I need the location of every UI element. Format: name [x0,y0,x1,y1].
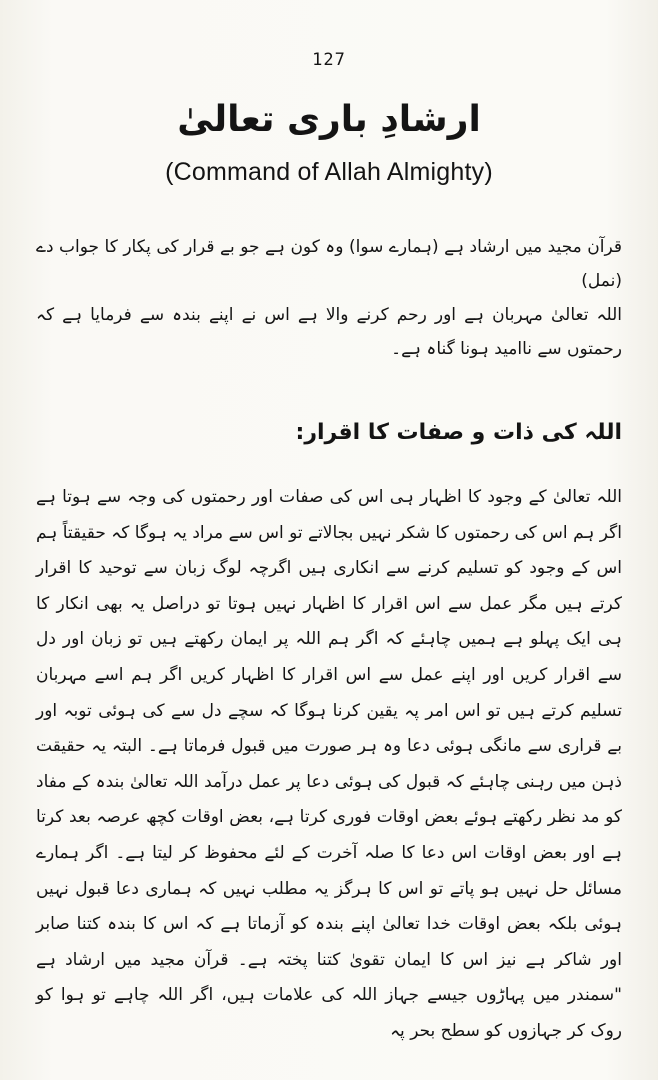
page-number: 127 [312,50,346,70]
section-heading: اللہ کی ذات و صفات کا اقرار: [295,420,622,445]
chapter-title-english: (Command of Allah Almighty) [165,158,493,186]
intro-paragraph-mercy: اللہ تعالیٰ مہربان ہے اور رحم کرنے والا ہے اس نے اپنے بندہ سے فرمایا ہے کہ رحمتوں سے ناامید ہونا گناہ ہے۔ [36,305,622,359]
intro-block [36,230,622,366]
section-body [36,480,622,1050]
intro-paragraph-quran: قرآن مجید میں ارشاد ہے (ہمارے سوا) وہ کون ہے جو بے قرار کی پکار کا جواب دے (نمل) [36,237,622,291]
chapter-title-urdu: ارشادِ باری تعالیٰ [177,99,481,140]
body-paragraph: اللہ تعالیٰ کے وجود کا اظہار ہی اس کی صفات اور رحمتوں کی وجہ سے ہوتا ہے اگر ہم اس کی رحمتوں کا شکر نہیں بجالاتے تو اس سے مراد یہ ہوگا کہ حقیقتاً ہم اس کے وجود کو تسلیم کرنے سے انکاری ہیں اگرچہ لوگ زبان سے توحید کا اقرار کرتے ہیں مگر عمل سے اس اقرار کا اظہار نہیں ہوتا تو دراصل یہ بھی انکار کا ہی ایک پہلو ہے ہمیں چاہئے کہ اگر ہم اللہ پر ایمان رکھتے ہیں تو زبان اور دل سے اقرار کریں اور اپنے عمل سے اس اقرار کا اظہار کریں اگر ہم اسے مہربان تسلیم کرتے ہیں تو اس امر پہ یقین کرنا ہوگا کہ سچے دل سے کی ہوئی توبہ اور بے قراری سے مانگی ہوئی دعا وہ ہر صورت میں قبول فرماتا ہے۔ البتہ یہ حقیقت ذہن میں رہنی چاہئے کہ قبول کی ہوئی دعا پر عمل درآمد اللہ تعالیٰ بندہ کے مفاد کو مد نظر رکھتے ہوئے بعض اوقات فوری کرتا ہے، بعض اوقات کچھ عرصہ بعد کرتا ہے اور بعض اوقات اس دعا کا صلہ آخرت کے لئے محفوظ کر لیتا ہے۔ اگر ہمارے مسائل حل نہیں ہو پاتے تو اس کا ہرگز یہ مطلب نہیں کہ ہماری دعا قبول نہیں ہوئی بلکہ بعض اوقات خدا تعالیٰ اپنے بندہ کو آزماتا ہے کہ اس کا بندہ کتنا صابر اور شاکر ہے نیز اس کا ایمان تقویٰ کتنا پختہ ہے۔ قرآن مجید میں ارشاد ہے "سمندر میں پہاڑوں جیسے جہاز اللہ کی علامات ہیں، اگر اللہ چاہے تو ہوا کو روک کر جہازوں کو سطح بحر پہ [36,487,622,1041]
